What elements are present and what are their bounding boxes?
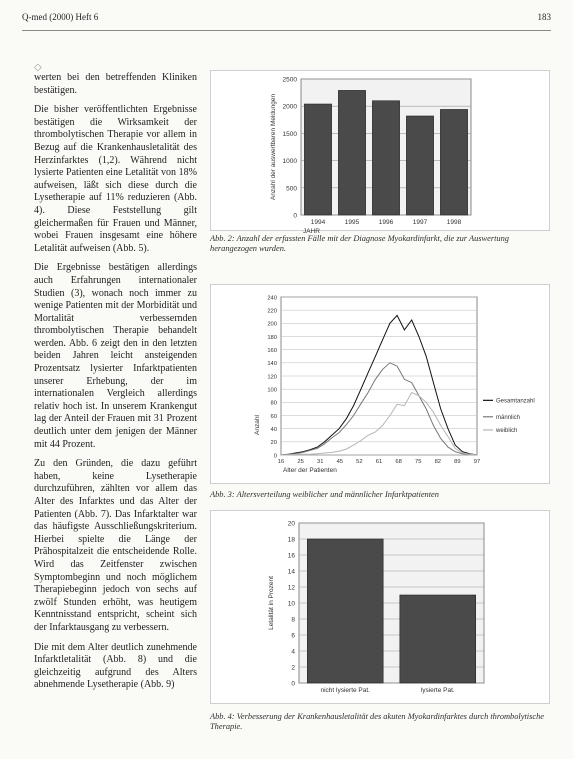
y-tick-label: 6 — [291, 632, 295, 640]
x-tick-label: 45 — [336, 459, 344, 465]
y-tick-label: 80 — [270, 400, 277, 407]
figure-2-frame — [210, 70, 550, 235]
y-tick-label: 180 — [267, 334, 277, 341]
figure-4-frame — [210, 510, 550, 704]
figure-2-chart — [211, 71, 549, 235]
bar — [338, 90, 365, 215]
figure-3-frame — [210, 284, 550, 484]
x-tick-label: 31 — [316, 459, 324, 465]
legend-label: männlich — [496, 414, 521, 421]
figure-2-caption: Abb. 2: Anzahl der erfassten Fälle mit der Diagnose Myokardinfarkt, die zur Auswertung herangezogen wurden. — [210, 234, 509, 253]
y-tick-label: 140 — [267, 361, 277, 368]
x-tick-label: 97 — [473, 459, 481, 465]
x-tick-label: nicht lysierte Pat. — [320, 687, 370, 694]
y-tick-label: 0 — [273, 453, 277, 460]
paragraph: werten bei den betreffenden Kliniken bestätigen. — [34, 72, 197, 96]
y-tick-label: 2500 — [282, 76, 297, 84]
y-tick-label: 18 — [287, 536, 295, 544]
y-tick-label: 8 — [291, 616, 295, 624]
y-tick-label: 4 — [291, 648, 295, 656]
x-tick-label: 1996 — [378, 219, 394, 226]
journal-reference: Q-med (2000) Heft 6 — [22, 12, 99, 22]
x-tick-label: 68 — [395, 459, 402, 465]
y-tick-label: 2 — [291, 664, 295, 672]
y-axis-label: Letalität in Prozent — [268, 576, 275, 630]
figure-3-caption: Abb. 3: Altersverteilung weiblicher und männlicher Infarktpatienten — [210, 490, 439, 499]
y-tick-label: 12 — [287, 584, 295, 592]
x-tick-label: 82 — [434, 459, 442, 465]
y-tick-label: 60 — [270, 413, 277, 420]
paragraph: Zu den Gründen, die dazu geführt haben, keine Lysetherapie durchzuführen, zählten vor allem das Alter des Infarktes und das Alter der Patienten (Abb. 7). Das Infarktalter war das häufigste Ausschließungskriterium. Hierbei spielte die Länge der Prähospitalzeit die entscheidende Rolle. Wird das Zeitfenster zwischen Symptombeginn und noch möglichem Therapiebeginn jedoch von sechs auf zwölf Stunden erhöht, was heutigem Kenntnisstand entspricht, scheint sich der Infarktausgang zu verbessern. — [34, 458, 197, 633]
x-tick-label: 25 — [297, 459, 304, 465]
bar — [400, 595, 476, 683]
y-tick-label: 0 — [291, 680, 295, 688]
y-tick-label: 20 — [287, 520, 295, 528]
paragraph: Die mit dem Alter deutlich zunehmende Infarktletalität (Abb. 8) und die gleichzeitig aufgrund des Alters abnehmende Lysetherapie (Abb. 9) — [34, 641, 197, 691]
figure-4-chart — [211, 511, 549, 703]
y-tick-label: 1500 — [282, 130, 297, 138]
x-tick-label: 89 — [454, 459, 461, 465]
bar — [307, 539, 383, 683]
bar — [440, 109, 467, 215]
x-tick-label: 16 — [277, 459, 285, 465]
bar — [406, 116, 433, 215]
y-axis-label: Anzahl — [254, 415, 261, 435]
x-tick-label: 1998 — [446, 219, 462, 226]
legend-label: Gesamtanzahl — [496, 398, 535, 405]
y-tick-label: 240 — [267, 295, 277, 302]
y-axis-label: Anzahl der auswertbaren Meldungen — [270, 93, 277, 201]
x-tick-label: 52 — [356, 459, 363, 465]
page-number: 183 — [537, 12, 551, 22]
y-tick-label: 1000 — [282, 158, 297, 166]
x-axis-label: Alter der Patienten — [283, 467, 337, 474]
x-tick-label: 1997 — [412, 219, 428, 226]
margin-mark-icon: ◇ — [34, 62, 42, 73]
y-tick-label: 100 — [267, 387, 277, 394]
x-tick-label: 1994 — [310, 219, 326, 226]
y-tick-label: 16 — [287, 552, 295, 560]
x-tick-label: lysierte Pat. — [420, 687, 455, 694]
paragraph: Die Ergebnisse bestätigen allerdings auch Erfahrungen internationaler Studien (3), wonach noch immer zu wenige Patienten mit der Morbidität und Mortalität verbessernden thrombolytischen Therapie behandelt werden. Abb. 6 zeigt den in den letzten beiden Jahren leicht ansteigenden Prozentsatz lysierter Infarktpatienten unserer Erhebung, der im internationalen Vergleich allerdings relativ hoch ist. In unserem Krankengut lag der Anteil der Frauen mit 31 Prozent deutlich unter dem jenigen der Männer mit 44 Prozent. — [34, 262, 197, 450]
x-tick-label: 75 — [414, 459, 422, 465]
y-tick-label: 160 — [267, 347, 277, 354]
y-tick-label: 200 — [267, 321, 277, 328]
bar — [304, 104, 331, 215]
y-tick-label: 220 — [267, 308, 277, 315]
x-tick-label: 1995 — [344, 219, 360, 226]
y-tick-label: 0 — [293, 212, 297, 220]
y-tick-label: 500 — [286, 185, 297, 193]
y-tick-label: 10 — [287, 600, 295, 608]
legend-label: weiblich — [496, 427, 518, 434]
y-tick-label: 14 — [287, 568, 295, 576]
paragraph: Die bisher veröffentlichten Ergebnisse bestätigen die Wirksamkeit der thrombolytischen Therapie vor allem in Bezug auf die Krankenhausletalität des Herzinfarktes (1,2). Während nicht lysierte Patienten eine Letalität von 18% aufweisen, läßt sich diese durch die Lysetherapie auf 11% reduzieren (Abb. 4). Diese Feststellung gilt gleichermaßen für Frauen und Männer, wobei Frauen insgesamt eine höhere Letalität aufweisen (Abb. 5). — [34, 104, 197, 254]
figure-3-chart — [211, 285, 549, 483]
header-rule — [22, 30, 551, 31]
y-tick-label: 2000 — [282, 103, 297, 111]
y-tick-label: 120 — [267, 374, 277, 381]
bar — [372, 101, 399, 215]
body-text-column — [34, 72, 197, 699]
x-tick-label: 61 — [375, 459, 383, 465]
figure-4-caption: Abb. 4: Verbesserung der Krankenhausletalität des akuten Myokardinfarktes durch thrombolytische Therapie. — [210, 712, 545, 731]
y-tick-label: 40 — [270, 426, 277, 433]
y-tick-label: 20 — [270, 440, 277, 447]
x-axis-label: JAHR — [303, 228, 320, 235]
running-header — [22, 12, 551, 28]
